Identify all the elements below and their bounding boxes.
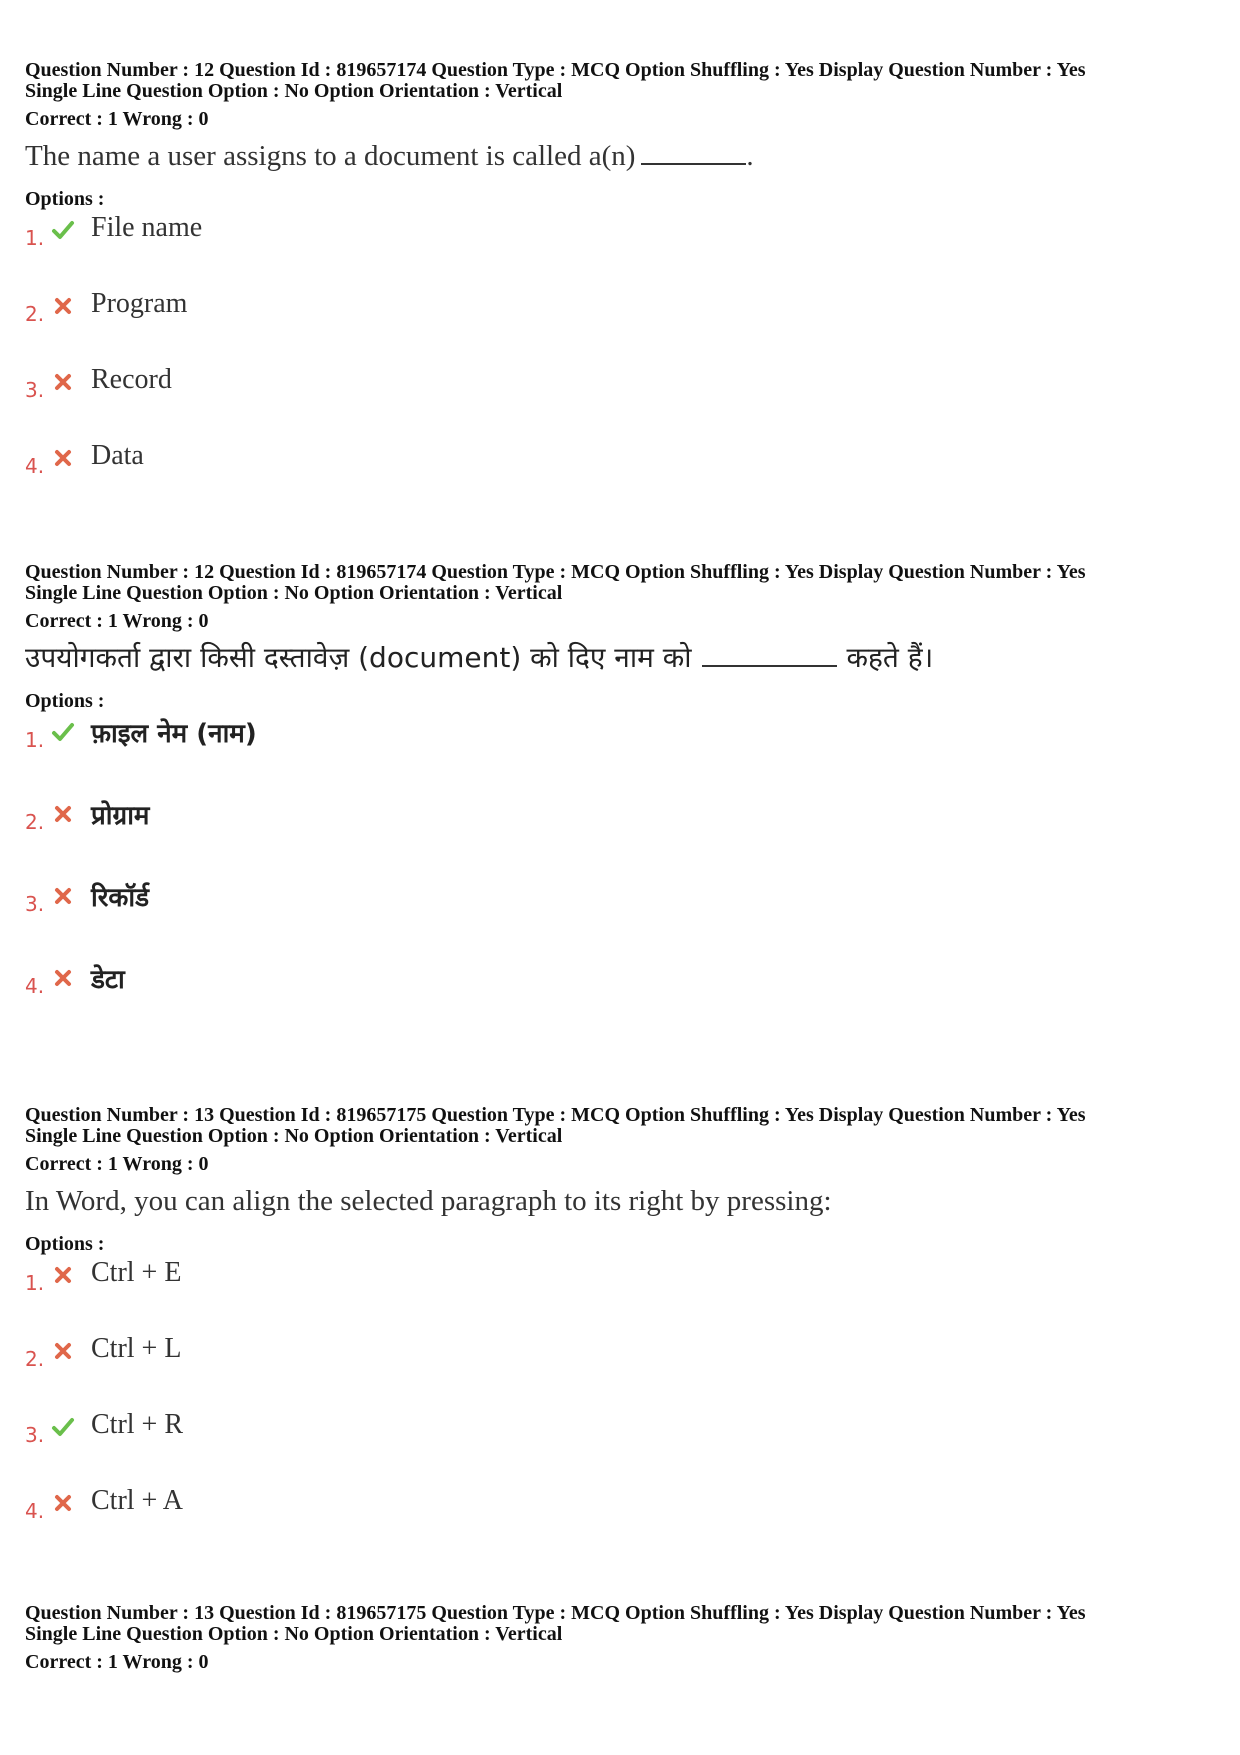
question-meta-options: Single Line Question Option : No Option Orientation : Vertical [25, 80, 563, 102]
cross-icon [51, 446, 75, 470]
check-icon [51, 720, 75, 744]
option-text: Ctrl + R [91, 1409, 184, 1440]
cross-icon [51, 1339, 75, 1363]
question-meta: Question Number : 13 Question Id : 819657175 Question Type : MCQ Option Shuffling : Yes Display Question Number : Yes [25, 1104, 1086, 1126]
question-meta-options: Single Line Question Option : No Option Orientation : Vertical [25, 1125, 563, 1147]
option-text: डेटा [91, 965, 125, 995]
option-item [25, 288, 1215, 364]
check-icon [51, 218, 75, 242]
marks-info: Correct : 1 Wrong : 0 [25, 108, 209, 130]
option-number: 3. [25, 892, 45, 916]
option-number: 4. [25, 1499, 45, 1523]
option-item [25, 878, 1215, 960]
cross-icon [51, 1491, 75, 1515]
option-number: 3. [25, 378, 45, 402]
option-number: 2. [25, 810, 45, 834]
option-text: Ctrl + E [91, 1257, 182, 1288]
question-meta: Question Number : 12 Question Id : 819657174 Question Type : MCQ Option Shuffling : Yes Display Question Number : Yes [25, 59, 1086, 81]
option-text: Ctrl + A [91, 1485, 184, 1516]
cross-icon [51, 802, 75, 826]
option-number: 4. [25, 974, 45, 998]
option-number: 1. [25, 728, 45, 752]
option-item [25, 796, 1215, 878]
question-block [25, 1105, 1215, 1561]
option-item [25, 1409, 1215, 1485]
marks-info: Correct : 1 Wrong : 0 [25, 1651, 209, 1673]
answer-blank [641, 139, 746, 165]
option-text: रिकॉर्ड [91, 883, 149, 913]
cross-icon [51, 884, 75, 908]
question-meta-options: Single Line Question Option : No Option Orientation : Vertical [25, 1623, 563, 1645]
answer-blank [702, 641, 837, 667]
option-number: 2. [25, 1347, 45, 1371]
cross-icon [51, 966, 75, 990]
option-number: 1. [25, 1271, 45, 1295]
question-block [25, 60, 1215, 516]
option-item [25, 1485, 1215, 1561]
option-text: Record [91, 364, 172, 395]
option-text: प्रोग्राम [91, 801, 150, 831]
option-number: 2. [25, 302, 45, 326]
question-text: The name a user assigns to a document is called a(n) . [25, 140, 754, 172]
question-meta: Question Number : 13 Question Id : 819657175 Question Type : MCQ Option Shuffling : Yes Display Question Number : Yes [25, 1602, 1086, 1624]
question-meta: Question Number : 12 Question Id : 819657174 Question Type : MCQ Option Shuffling : Yes Display Question Number : Yes [25, 561, 1086, 583]
option-text: Ctrl + L [91, 1333, 182, 1364]
option-text: Program [91, 288, 188, 319]
question-block [25, 1603, 1215, 1673]
question-block [25, 562, 1215, 1042]
option-item [25, 1333, 1215, 1409]
option-item [25, 960, 1215, 1042]
cross-icon [51, 1263, 75, 1287]
option-item [25, 212, 1215, 288]
option-text: फ़ाइल नेम (नाम) [91, 719, 257, 749]
cross-icon [51, 370, 75, 394]
option-item [25, 1257, 1215, 1333]
options-label: Options : [25, 690, 105, 712]
question-text: In Word, you can align the selected paragraph to its right by pressing: [25, 1185, 832, 1217]
check-icon [51, 1415, 75, 1439]
option-text: Data [91, 440, 144, 471]
cross-icon [51, 294, 75, 318]
option-item [25, 364, 1215, 440]
option-item [25, 440, 1215, 516]
question-text: उपयोगकर्ता द्वारा किसी दस्तावेज़ (document) को दिए नाम को कहते हैं। [25, 641, 934, 674]
option-number: 3. [25, 1423, 45, 1447]
marks-info: Correct : 1 Wrong : 0 [25, 610, 209, 632]
question-meta-options: Single Line Question Option : No Option Orientation : Vertical [25, 582, 563, 604]
options-label: Options : [25, 1233, 105, 1255]
options-label: Options : [25, 188, 105, 210]
option-item [25, 714, 1215, 796]
option-number: 4. [25, 454, 45, 478]
option-text: File name [91, 212, 203, 243]
option-number: 1. [25, 226, 45, 250]
marks-info: Correct : 1 Wrong : 0 [25, 1153, 209, 1175]
